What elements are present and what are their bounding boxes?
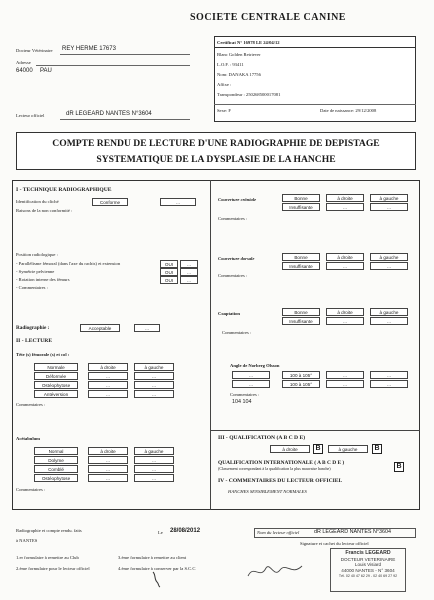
dog-breed: Blanc Golden Retriever: [217, 52, 261, 57]
acet-row-comble: Comblé: [34, 465, 78, 473]
dorsal-comments: Commentaires :: [218, 273, 248, 278]
qual-grade-right[interactable]: B: [313, 444, 323, 454]
dorsal-good[interactable]: Bonne: [282, 253, 320, 261]
qual-grade-left[interactable]: B: [372, 444, 382, 454]
acet-row-normal: Normal: [34, 447, 78, 455]
pos-item-4: - Commentaires :: [16, 285, 48, 290]
reader-stamp: [330, 548, 406, 592]
cranial-left[interactable]: à gauche: [370, 194, 408, 202]
ident-alt[interactable]: ...: [160, 198, 196, 206]
pos-oui-3[interactable]: OUI: [160, 276, 178, 284]
radiographie-label: Radiographie :: [16, 325, 50, 331]
signature-label: Signature et cachet du lecteur officiel: [300, 541, 369, 546]
pos-item-3: - Rotation interne des fémurs: [16, 277, 70, 282]
femur-label: Tête (s) fémorale (s) et col :: [16, 352, 70, 357]
coapt-good[interactable]: Bonne: [282, 308, 320, 316]
cranial-comments: Commentaires :: [218, 216, 248, 221]
dog-transponder: Transpondeur : 250268500017081: [217, 92, 281, 97]
report-title-line1: COMPTE RENDU DE LECTURE D'UNE RADIOGRAPHIE DE DEPISTAGE: [52, 138, 380, 149]
cranial-insufficient[interactable]: Insuffisante: [282, 203, 320, 211]
section1-title: I - TECHNIQUE RADIOGRAPHIQUE: [16, 187, 112, 193]
norberg-comments-label: Commentaires :: [230, 392, 260, 397]
femur-row-osteophytose: Ostéophytose: [34, 381, 78, 389]
vet-name: REY HERME 17673: [62, 46, 116, 52]
dog-sex: Sexe: F: [217, 108, 231, 113]
femur-row-anteversion: Antéversion: [34, 390, 78, 398]
stamp-line-1: Francis LEGEARD: [345, 550, 391, 556]
coapt-ins-right[interactable]: ...: [326, 317, 364, 325]
non-conform-label: Raisons de la non conformité :: [16, 208, 73, 213]
acet-row-osteophytose: Ostéophytose: [34, 474, 78, 482]
vet-label: Docteur Vétérinaire: [16, 48, 53, 53]
cranial-ins-left[interactable]: ...: [370, 203, 408, 211]
norberg-dots-3[interactable]: ...: [370, 371, 408, 379]
acet-osteo-left[interactable]: ...: [134, 474, 174, 482]
signature-icon: [244, 556, 314, 584]
address-label: Adresse: [16, 60, 31, 65]
pos-alt-2[interactable]: ...: [180, 268, 198, 276]
reader-name-label: Nom du lecteur officiel: [257, 530, 300, 535]
certificate-number: Certificat N° 16978 LE 24/04/12: [217, 40, 280, 45]
norberg-dots-1[interactable]: ...: [232, 371, 270, 379]
dorsal-right[interactable]: à droite: [326, 253, 364, 261]
date-prefix: Le: [158, 530, 163, 535]
acet-comble-right[interactable]: ...: [88, 465, 128, 473]
copy-2: 2.ème formulaire pour le lecteur officiel: [16, 566, 90, 571]
dog-birth: Date de naissance: 29/12/2008: [320, 108, 377, 113]
acet-normal-right[interactable]: à droite: [88, 447, 128, 455]
intl-sub: (Classement correspondant à la qualification la plus mauvaise hanche): [218, 466, 331, 471]
pos-alt-3[interactable]: ...: [180, 276, 198, 284]
intl-title: QUALIFICATION INTERNATIONALE ( A B C D E ): [218, 460, 345, 466]
stamp-line-3: Louis Visiard: [354, 562, 382, 568]
femur-row-deformee: Déformée: [34, 372, 78, 380]
coapt-insufficient[interactable]: Insuffisante: [282, 317, 320, 325]
femur-antev-left[interactable]: ...: [134, 390, 174, 398]
femur-comments: Commentaires :: [16, 402, 46, 407]
acet-row-dolyme: Dolyme: [34, 456, 78, 464]
stamp-line-5: Tél. 02 40 47 62 29 - 02 40 69 27 92: [338, 573, 398, 578]
copy-1: 1.er formulaire à remettre au Club: [16, 555, 79, 560]
norberg-label: Angle de Norberg Olsson: [230, 363, 280, 368]
dorsal-left[interactable]: à gauche: [370, 253, 408, 261]
acet-comble-left[interactable]: ...: [134, 465, 174, 473]
dog-affix: Affixe :: [217, 82, 232, 87]
acet-comments: Commentaires :: [16, 487, 46, 492]
radiographie-alt[interactable]: ...: [134, 324, 160, 332]
pos-item-2: - Symétrie pelvienne: [16, 269, 55, 274]
norberg-dots-6[interactable]: ...: [370, 380, 408, 388]
norberg-dots-4[interactable]: ...: [232, 380, 270, 388]
femur-deformee-right[interactable]: ...: [88, 372, 128, 380]
reader-label: Lecteur officiel: [16, 113, 45, 118]
femur-deformee-left[interactable]: ...: [134, 372, 174, 380]
reading-label: Radiographie et compte rendu. faits: [16, 528, 82, 533]
qualification-title: III - QUALIFICATION (A B C D E): [218, 435, 306, 441]
cranial-right[interactable]: à droite: [326, 194, 364, 202]
coapt-left[interactable]: à gauche: [370, 308, 408, 316]
norberg-comment-value: 104 104: [232, 399, 252, 405]
coaptation-label: Coaptation: [218, 311, 240, 316]
pos-item-1: - Parallélisme fémoral (dans l'axe du rachis) et extension: [16, 261, 121, 266]
femur-osteo-right[interactable]: ...: [88, 381, 128, 389]
dorsal-ins-left[interactable]: ...: [370, 262, 408, 270]
norberg-range-left[interactable]: 100 à 105°: [282, 380, 320, 388]
acet-osteo-right[interactable]: ...: [88, 474, 128, 482]
comments-section-title: IV - COMMENTAIRES DU LECTEUR OFFICIEL: [218, 478, 343, 484]
report-title-line2: SYSTEMATIQUE DE LA DYSPLASIE DE LA HANCHE: [96, 154, 336, 165]
qual-right-label: à droite: [270, 445, 310, 453]
cranial-good[interactable]: Bonne: [282, 194, 320, 202]
norberg-range-right[interactable]: 100 à 105°: [282, 371, 320, 379]
reader-name-value: dR LEGEARD NANTES N°3604: [314, 529, 392, 535]
copy-3: 3.ème formulaire à remettre au client: [118, 555, 187, 560]
cranial-ins-right[interactable]: ...: [326, 203, 364, 211]
femur-row-normale: Normale: [34, 363, 78, 371]
stamp-line-2: DOCTEUR VETERINAIRE: [340, 556, 396, 562]
femur-normale-left[interactable]: à gauche: [134, 363, 174, 371]
pos-oui-1[interactable]: OUI: [160, 260, 178, 268]
ident-label: Identification du cliché: [16, 199, 59, 204]
dog-lof: L.O.F. : 93411: [217, 62, 244, 67]
header-title: SOCIETE CENTRALE CANINE: [190, 12, 346, 23]
intl-grade[interactable]: B: [394, 462, 404, 472]
signature-mark-icon: [150, 570, 164, 588]
femur-osteo-left[interactable]: ...: [134, 381, 174, 389]
postcode: 64000: [16, 68, 33, 74]
copy-4: 4.ème formulaire à conserver par la S.C.C: [118, 566, 196, 571]
stamp-line-4: 44000 NANTES - N° 3604: [341, 567, 395, 573]
position-label: Position radiologique :: [16, 252, 58, 257]
acet-dolyme-left[interactable]: ...: [134, 456, 174, 464]
norberg-dots-5[interactable]: ...: [326, 380, 364, 388]
city: PAU: [40, 68, 52, 74]
pos-oui-2[interactable]: OUI: [160, 268, 178, 276]
reader-comments-value: HANCHES SENSIBLEMENT NORMALES: [228, 489, 307, 494]
reading-date: 28/08/2012: [170, 528, 201, 534]
acet-dolyme-right[interactable]: ...: [88, 456, 128, 464]
report-title-box: [16, 132, 416, 170]
coapt-comments: Commentaires :: [222, 330, 252, 335]
coapt-ins-left[interactable]: ...: [370, 317, 408, 325]
cover-dorsal-label: Couverture dorsale: [218, 256, 255, 261]
coapt-right[interactable]: à droite: [326, 308, 364, 316]
radiographie-acceptable[interactable]: Acceptable: [80, 324, 120, 332]
ident-conforme[interactable]: Conforme: [92, 198, 128, 206]
reader-name-header: dR LEGEARD NANTES N°3604: [66, 111, 152, 117]
dorsal-ins-right[interactable]: ...: [326, 262, 364, 270]
norberg-dots-2[interactable]: ...: [326, 371, 364, 379]
pos-alt-1[interactable]: ...: [180, 260, 198, 268]
dorsal-insufficient[interactable]: Insuffisante: [282, 262, 320, 270]
cover-cranial-label: Couverture crâniale: [218, 197, 257, 202]
acet-normal-left[interactable]: à gauche: [134, 447, 174, 455]
femur-normale-right[interactable]: à droite: [88, 363, 128, 371]
acetabulum-label: Acétabulum: [16, 436, 40, 441]
dog-name: Nom: DANAKA 17756: [217, 72, 261, 77]
dog-info-box: [214, 36, 416, 122]
section2-title: II - LECTURE: [16, 338, 53, 344]
femur-antev-right[interactable]: ...: [88, 390, 128, 398]
reading-place: à NANTES: [16, 538, 38, 543]
qual-left-label: à gauche: [328, 445, 368, 453]
